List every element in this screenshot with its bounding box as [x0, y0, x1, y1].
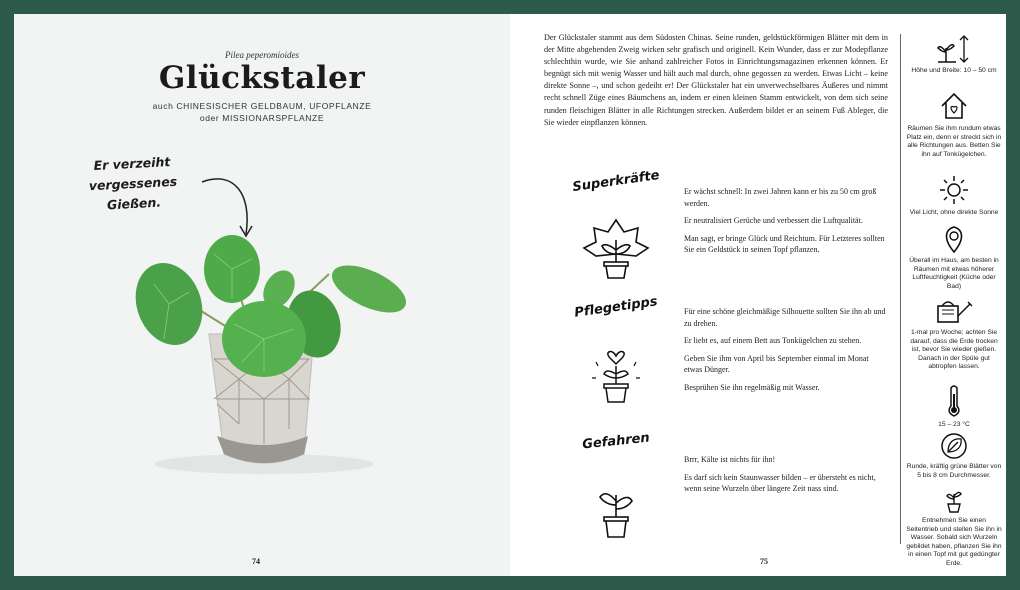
sidebar-item-propagation: [906, 488, 1002, 569]
plant-photo: [114, 214, 434, 484]
location-pin-icon: [940, 224, 968, 254]
sidebar-divider: [900, 34, 901, 544]
sidebar-text-height: Höhe und Breite: 10 – 50 cm: [911, 67, 997, 74]
sidebar-text-location: Räumen Sie ihm rundum etwas Platz ein, denn er streckt sich in alle Richtungen aus. Betten Sie ihn auf Tonkügelchen.: [906, 125, 1002, 158]
wilted-plant-icon: [566, 456, 666, 566]
sidebar-item-placement: [906, 224, 1002, 291]
latin-name: Pilea peperomioides: [225, 50, 299, 60]
section-pflegetipps: [566, 294, 886, 404]
superkraefte-p1: Er wächst schnell: In zwei Jahren kann er bis zu 50 cm groß werden.: [684, 187, 877, 208]
watering-can-icon: [932, 296, 976, 326]
sidebar-item-height: [906, 34, 1002, 76]
superkraefte-p3: Man sagt, er bringe Glück und Reichtum. Für Letzteres sollten Sie ein Geldstück in seinen Topf pflanzen.: [684, 233, 885, 255]
superpower-plant-icon: [566, 196, 666, 306]
sidebar-text-placement: Überall im Haus, am besten in Räumen mit etwas höherer Luftfeuchtigkeit (Küche oder Bad): [909, 257, 999, 290]
pflegetipps-p4: Besprühen Sie ihn regelmäßig mit Wasser.: [684, 382, 820, 392]
superkraefte-heading: Superkräfte: [571, 167, 661, 196]
gefahren-text: [684, 454, 888, 501]
section-superkraefte: [566, 167, 886, 274]
superkraefte-text: [684, 186, 888, 262]
gefahren-p1: Brrr, Kälte ist nichts für ihn!: [684, 455, 776, 464]
sidebar-item-light: [906, 174, 1002, 218]
sun-icon: [938, 174, 970, 206]
gefahren-p2: Es darf sich kein Staunwasser bilden – er übersteht es nicht, wenn seine Wurzeln über längere Zeit nass sind.: [684, 472, 876, 494]
hand-note: [57, 150, 210, 218]
left-page: [14, 14, 510, 576]
sidebar-item-temperature: [906, 384, 1002, 430]
intro-text: Der Glückstaler stammt aus dem Südosten Chinas. Seine runden, geldstückförmigen Blätter mit dem in der Mitte abgehenden Zweig wirken sehr grafisch und originell. Kein Wunder, dass er zur Modepflanze schlechthin wurde, wie Sie anhand zahlreicher Fotos in Einrichtungsmagazinen erkennen können. Er begnügt sich mit wenig Wasser und hält auch mal durch, ohne gegossen zu werden. Etwas Licht – keine direkte Sonne –, und schon gedeiht er! Der Glückstaler hat ein unverwechselbares Äußeres und nimmt recht schnell Züge eines Bäumchens an, indem er einen kleinen Stamm entwickelt, von dem sich seine runden fleischigen Blätter in alle Richtungen strecken. Außerdem bildet er an seinem Fuß Ableger, die Sie wieder einpflanzen können.: [544, 33, 888, 127]
pflegetipps-p2: Er liebt es, auf einem Bett aus Tonkügelchen zu stehen.: [684, 336, 862, 346]
section-gefahren: [566, 430, 886, 524]
subtitle: [14, 100, 510, 124]
plant-height-icon: [934, 34, 974, 64]
pflegetipps-heading: Pflegetipps: [573, 294, 659, 321]
sidebar-text-temperature: 15 – 23 °C: [938, 421, 970, 428]
pflegetipps-p3: Geben Sie ihm von April bis September einmal im Monat etwas Dünger.: [684, 353, 869, 375]
subtitle-line-1: auch CHINESISCHER GELDBAUM, UFOPFLANZE: [152, 101, 372, 111]
sidebar-item-leaves: [906, 432, 1002, 480]
page-number-right: 75: [760, 557, 768, 566]
gefahren-heading: Gefahren: [581, 430, 651, 453]
superkraefte-p2: Er neutralisiert Gerüche und verbessert die Luftqualität.: [684, 216, 863, 226]
subtitle-line-2: oder MISSIONARSPFLANZE: [199, 113, 325, 123]
sidebar-text-leaves: Runde, kräftig grüne Blätter von 5 bis 8 cm Durchmesser.: [906, 463, 1002, 479]
page-number-left: 74: [252, 557, 260, 566]
sidebar-item-watering: [906, 296, 1002, 372]
house-icon: [938, 90, 970, 122]
thermometer-icon: [944, 384, 964, 418]
sidebar-text-light: Viel Licht, ohne direkte Sonne: [909, 209, 999, 216]
care-plant-icon: [566, 322, 666, 432]
hand-note-line-2: Gießen.: [106, 194, 162, 213]
leaf-icon: [940, 432, 968, 460]
sidebar-text-watering: 1-mal pro Woche; achten Sie darauf, dass die Erde trocken ist, bevor Sie wieder gießen. Danach in der Spüle gut abtropfen lassen.: [910, 329, 998, 371]
right-page: [510, 14, 1006, 576]
page-title: Glückstaler: [158, 60, 366, 96]
hand-note-line-1: Er verzeiht vergessenes: [88, 154, 178, 194]
sidebar-text-propagation: Entnehmen Sie einen Seitentrieb und stellen Sie ihn in Wasser. Sobald sich Wurzeln gebildet haben, pflanzen Sie ihn in einen Topf mit gut gedüngter Erde.: [906, 517, 1002, 567]
sprout-icon: [943, 488, 965, 514]
sidebar-item-location: [906, 90, 1002, 159]
pflegetipps-p1: Für eine schöne gleichmäßige Silhouette sollten Sie ihn ab und zu drehen.: [684, 307, 886, 328]
pflegetipps-text: [684, 306, 888, 400]
